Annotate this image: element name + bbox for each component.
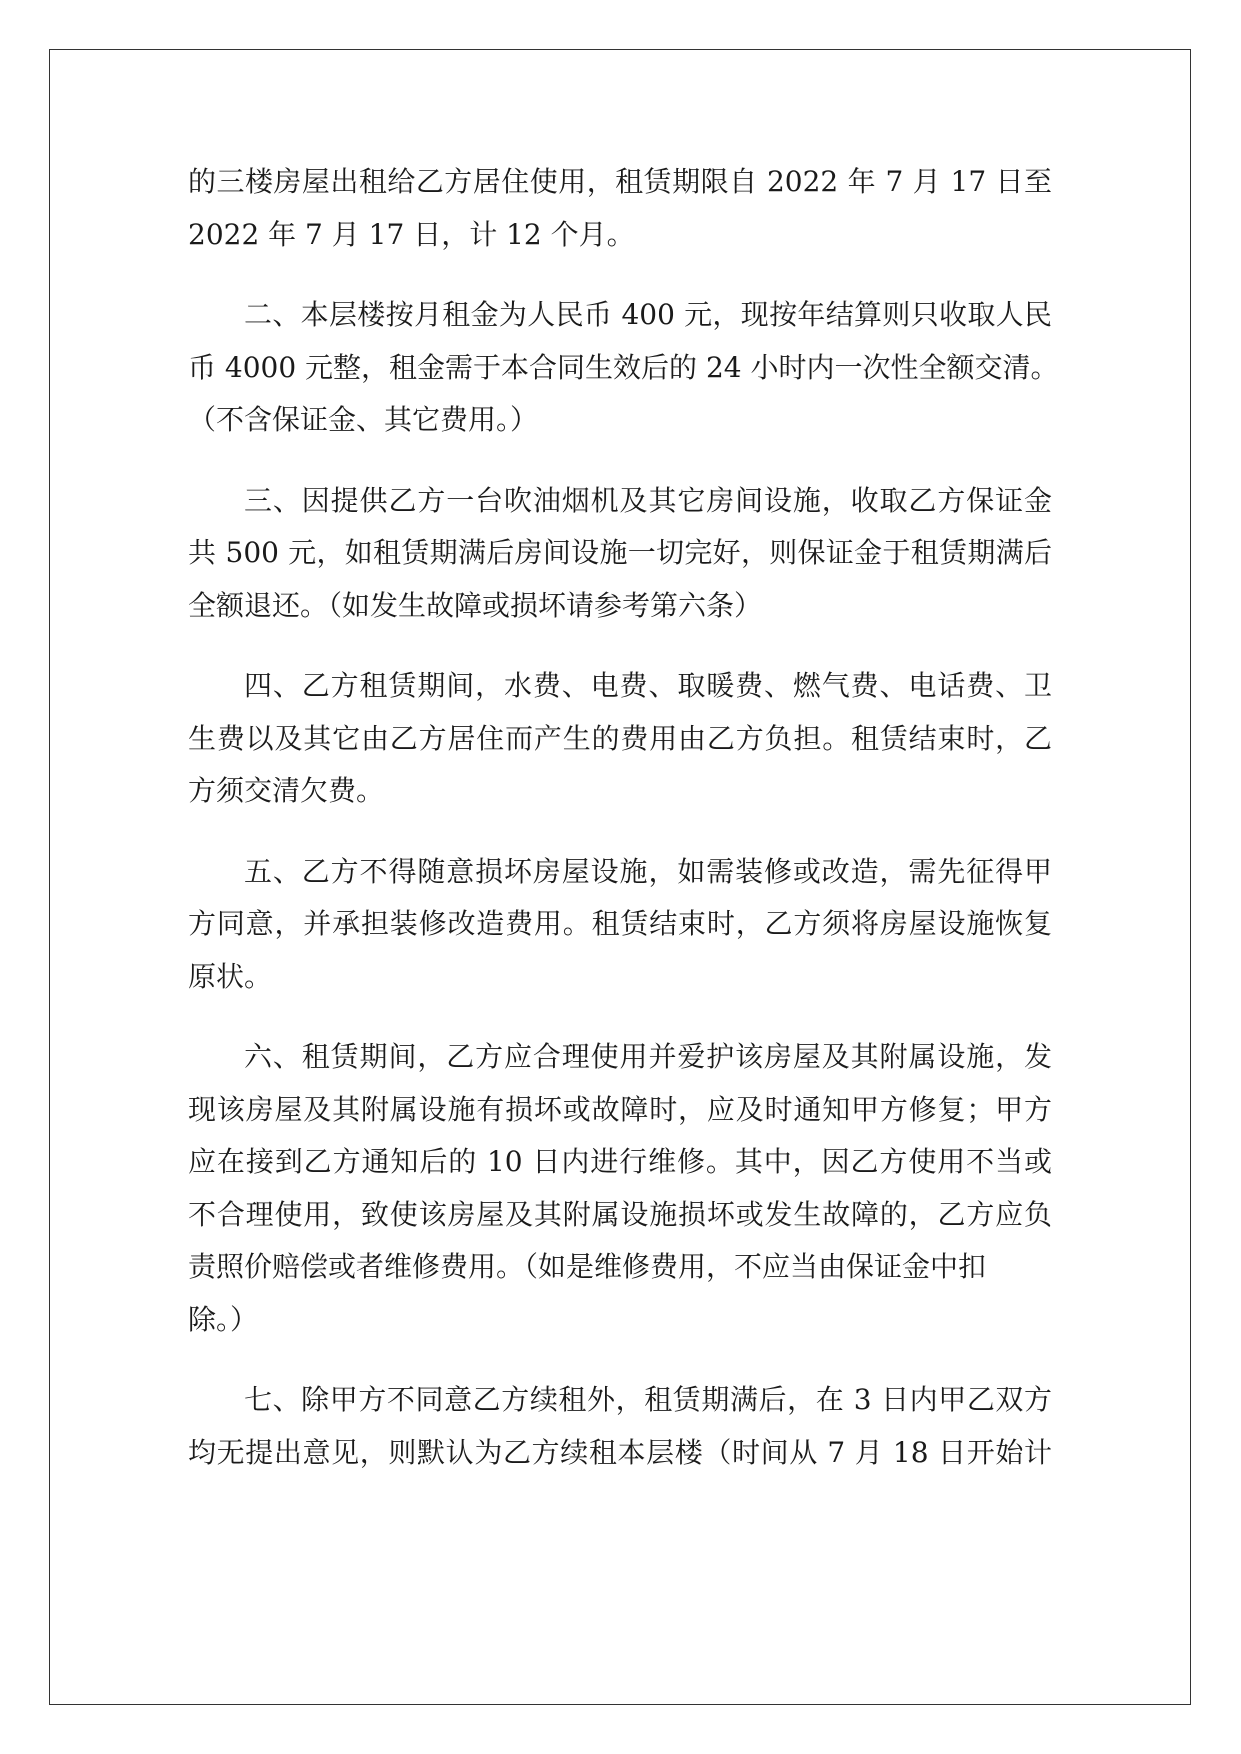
paragraph-clause-5 <box>188 846 1052 1004</box>
text-line: 方须交清欠费。 <box>188 774 385 807</box>
paragraph-clause-1 <box>188 156 1052 261</box>
text-line: 生费以及其它由乙方居住而产生的费用由乙方负担。租赁结束时，乙 <box>188 721 1052 755</box>
text-line: 均无提出意见，则默认为乙方续租本层楼（时间从 7 月 18 日开始计 <box>188 1435 1052 1469</box>
paragraph-clause-3 <box>188 475 1052 633</box>
text-line: 现该房屋及其附属设施有损坏或故障时，应及时通知甲方修复；甲方 <box>188 1092 1052 1126</box>
text-line: 币 4000 元整，租金需于本合同生效后的 24 小时内一次性全额交清。 <box>188 350 1059 384</box>
text-line: 除。） <box>188 1302 259 1336</box>
document-body <box>188 156 1059 1479</box>
text-line: 不合理使用，致使该房屋及其附属设施损坏或发生故障的，乙方应负 <box>188 1197 1052 1231</box>
text-line: 四、乙方租赁期间，水费、电费、取暖费、燃气费、电话费、卫 <box>244 669 1052 702</box>
paragraph-clause-4 <box>188 660 1052 818</box>
text-line: 方同意，并承担装修改造费用。租赁结束时，乙方须将房屋设施恢复 <box>188 907 1052 940</box>
paragraph-clause-2 <box>188 289 1059 447</box>
text-line: 应在接到乙方通知后的 10 日内进行维修。其中，因乙方使用不当或 <box>188 1145 1052 1178</box>
paragraph-clause-6 <box>188 1031 1052 1346</box>
text-line: 二、本层楼按月租金为人民币 400 元，现按年结算则只收取人民 <box>244 298 1052 331</box>
text-line: 五、乙方不得随意损坏房屋设施，如需装修或改造，需先征得甲 <box>244 854 1052 888</box>
text-line: 全额退还。（如发生故障或损坏请参考第六条） <box>188 588 763 622</box>
text-line: （不含保证金、其它费用。） <box>188 403 539 436</box>
text-line: 原状。 <box>188 959 273 993</box>
text-line: 七、除甲方不同意乙方续租外，租赁期满后，在 3 日内甲乙双方 <box>244 1383 1052 1416</box>
text-line: 共 500 元，如租赁期满后房间设施一切完好，则保证金于租赁期满后 <box>188 536 1052 569</box>
text-line: 的三楼房屋出租给乙方居住使用，租赁期限自 2022 年 7 月 17 日至 <box>188 165 1052 198</box>
text-line: 三、因提供乙方一台吹油烟机及其它房间设施，收取乙方保证金 <box>244 483 1052 517</box>
text-line: 六、租赁期间，乙方应合理使用并爱护该房屋及其附属设施，发 <box>244 1040 1052 1073</box>
text-line: 2022 年 7 月 17 日，计 12 个月。 <box>188 217 635 251</box>
paragraph-clause-7 <box>188 1374 1052 1479</box>
text-line: 责照价赔偿或者维修费用。（如是维修费用，不应当由保证金中扣 <box>188 1250 987 1283</box>
